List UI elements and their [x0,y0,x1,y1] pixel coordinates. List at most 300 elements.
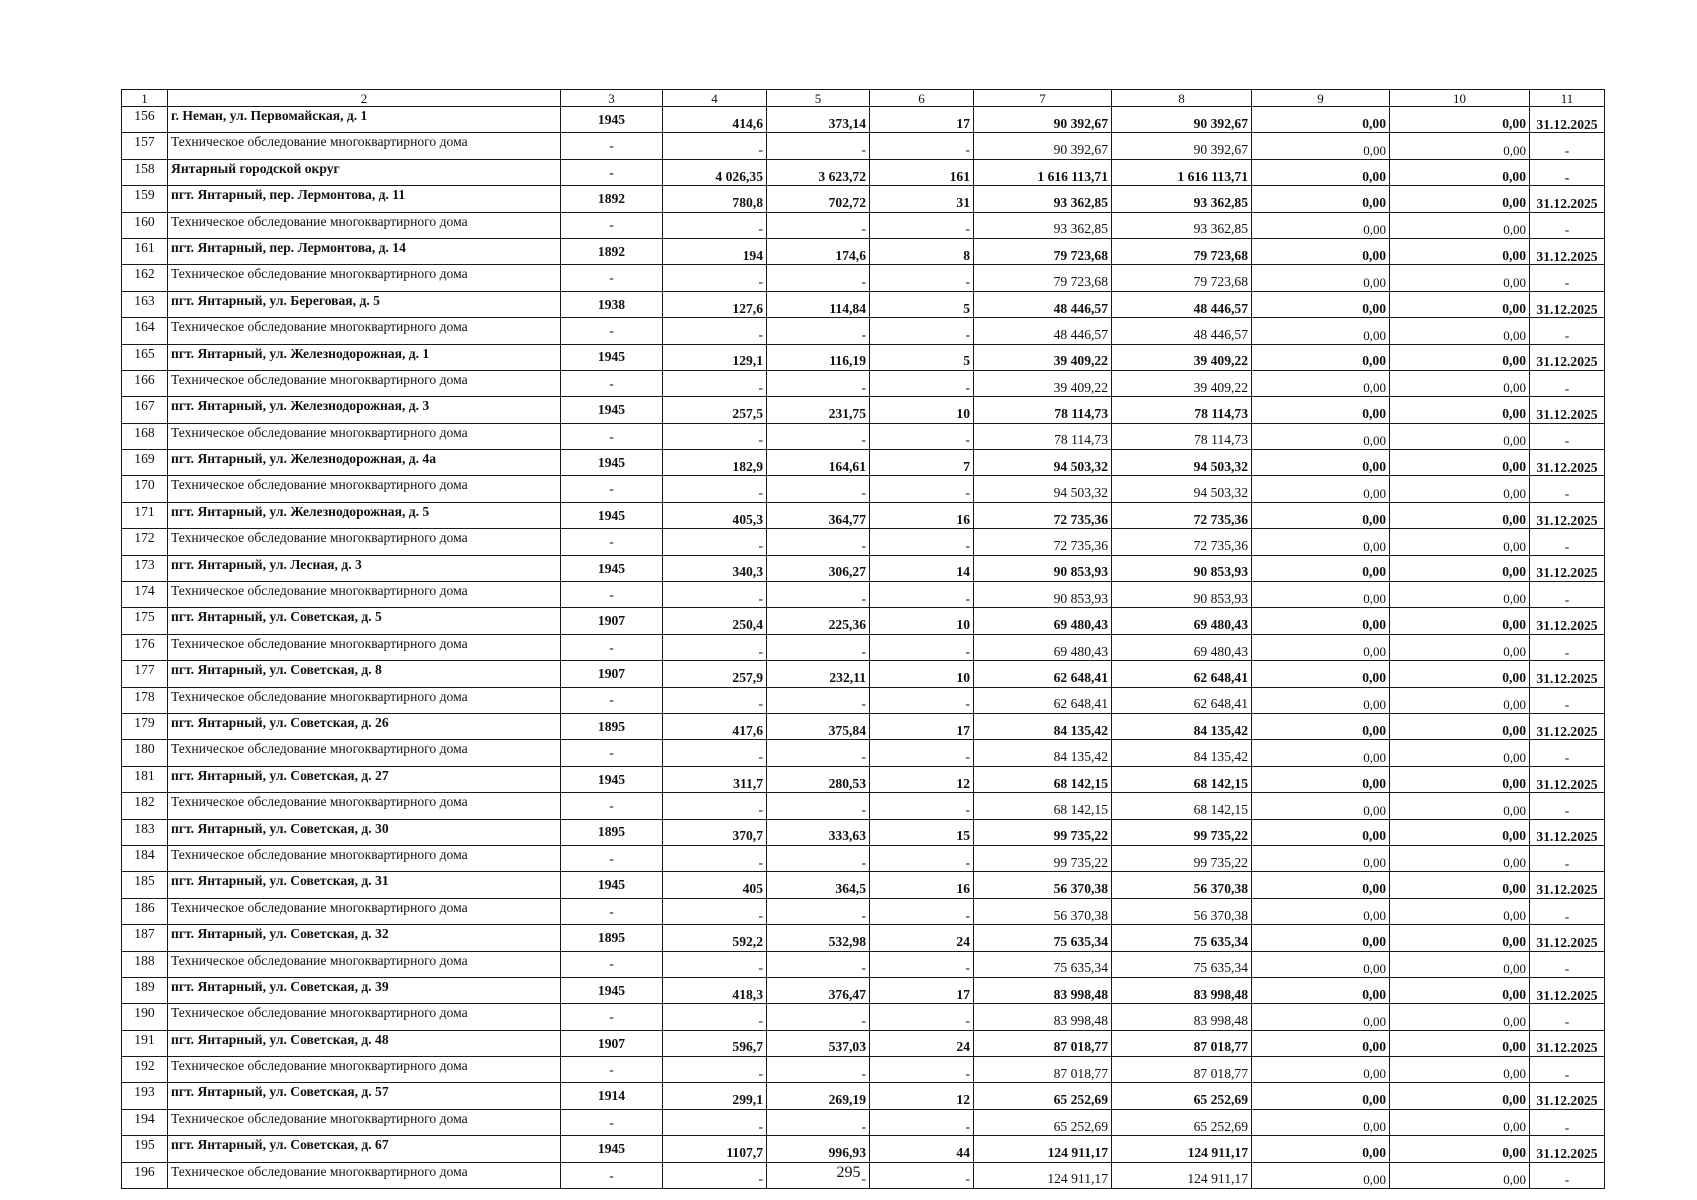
table-row [122,529,1605,555]
cost2-cell: 83 998,48 [1112,1004,1252,1030]
residents-cell: - [870,1162,974,1188]
year-cell: 1895 [561,713,663,739]
residents-cell: - [870,898,974,924]
col10-cell: 0,00 [1390,291,1530,317]
year-cell: - [561,370,663,396]
col10-cell: 0,00 [1390,977,1530,1003]
address-cell: Техническое обследование многоквартирного дома [168,898,561,924]
cost2-cell: 69 480,43 [1112,608,1252,634]
col10-cell: 0,00 [1390,450,1530,476]
area-cell: 1107,7 [663,1136,767,1162]
area2-cell: - [767,133,870,159]
row-number: 163 [122,291,168,317]
year-cell: - [561,582,663,608]
table-row [122,634,1605,660]
address-cell: пгт. Янтарный, ул. Советская, д. 48 [168,1030,561,1056]
area2-cell: - [767,898,870,924]
col10-cell: 0,00 [1390,925,1530,951]
deadline-cell: - [1530,1109,1605,1135]
area2-cell: - [767,793,870,819]
area2-cell: - [767,1109,870,1135]
cost2-cell: 56 370,38 [1112,872,1252,898]
table-row [122,238,1605,264]
address-cell: пгт. Янтарный, ул. Железнодорожная, д. 3 [168,397,561,423]
address-cell: Техническое обследование многоквартирного дома [168,845,561,871]
table-row [122,186,1605,212]
page-number: 295 [836,1164,861,1181]
deadline-cell: 31.12.2025 [1530,555,1605,581]
col9-cell: 0,00 [1252,555,1390,581]
table-row [122,872,1605,898]
row-number: 178 [122,687,168,713]
year-cell: - [561,159,663,185]
year-cell: 1945 [561,450,663,476]
address-cell: Техническое обследование многоквартирного дома [168,476,561,502]
col9-cell: 0,00 [1252,687,1390,713]
area2-cell: 306,27 [767,555,870,581]
cost2-cell: 90 853,93 [1112,555,1252,581]
residents-cell: 12 [870,766,974,792]
cost2-cell: 90 392,67 [1112,107,1252,133]
year-cell: 1945 [561,555,663,581]
cost2-cell: 87 018,77 [1112,1057,1252,1083]
col9-cell: 0,00 [1252,344,1390,370]
year-cell: - [561,423,663,449]
year-cell: - [561,1057,663,1083]
cost-cell: 90 392,67 [974,133,1112,159]
cost2-cell: 48 446,57 [1112,318,1252,344]
cost2-cell: 90 392,67 [1112,133,1252,159]
cost2-cell: 79 723,68 [1112,265,1252,291]
table-row [122,925,1605,951]
table-row [122,1136,1605,1162]
residents-cell: - [870,687,974,713]
deadline-cell: 31.12.2025 [1530,1083,1605,1109]
residents-cell: 14 [870,555,974,581]
row-number: 192 [122,1057,168,1083]
area2-cell: 364,5 [767,872,870,898]
year-cell: - [561,133,663,159]
area2-cell: - [767,265,870,291]
table-row [122,713,1605,739]
address-cell: Техническое обследование многоквартирного дома [168,1004,561,1030]
area-cell: 405 [663,872,767,898]
cost-cell: 90 392,67 [974,107,1112,133]
area2-cell: 373,14 [767,107,870,133]
cost-cell: 56 370,38 [974,872,1112,898]
cost-cell: 94 503,32 [974,450,1112,476]
col10-cell: 0,00 [1390,1057,1530,1083]
area-cell: - [663,1057,767,1083]
table-row [122,265,1605,291]
address-cell: Техническое обследование многоквартирного дома [168,582,561,608]
residents-cell: 17 [870,977,974,1003]
cost2-cell: 68 142,15 [1112,793,1252,819]
address-cell: г. Неман, ул. Первомайская, д. 1 [168,107,561,133]
residents-cell: 24 [870,1030,974,1056]
deadline-cell: 31.12.2025 [1530,397,1605,423]
residents-cell: - [870,1057,974,1083]
cost-cell: 69 480,43 [974,608,1112,634]
row-number: 188 [122,951,168,977]
col10-cell: 0,00 [1390,766,1530,792]
row-number: 194 [122,1109,168,1135]
deadline-cell: 31.12.2025 [1530,344,1605,370]
area2-cell: 333,63 [767,819,870,845]
residents-cell: - [870,1004,974,1030]
cost2-cell: 124 911,17 [1112,1162,1252,1188]
year-cell: - [561,845,663,871]
area2-cell: - [767,634,870,660]
row-number: 184 [122,845,168,871]
residents-cell: 10 [870,608,974,634]
row-number: 189 [122,977,168,1003]
row-number: 195 [122,1136,168,1162]
year-cell: 1938 [561,291,663,317]
cost-cell: 62 648,41 [974,687,1112,713]
address-cell: Техническое обследование многоквартирного дома [168,318,561,344]
address-cell: пгт. Янтарный, ул. Советская, д. 5 [168,608,561,634]
address-cell: Техническое обследование многоквартирного дома [168,1162,561,1188]
col10-cell: 0,00 [1390,133,1530,159]
address-cell: Техническое обследование многоквартирного дома [168,687,561,713]
col9-cell: 0,00 [1252,318,1390,344]
col10-cell: 0,00 [1390,397,1530,423]
address-cell: Техническое обследование многоквартирного дома [168,634,561,660]
col10-cell: 0,00 [1390,608,1530,634]
area-cell: - [663,1109,767,1135]
row-number: 182 [122,793,168,819]
cost2-cell: 79 723,68 [1112,238,1252,264]
row-number: 161 [122,238,168,264]
col9-cell: 0,00 [1252,1030,1390,1056]
deadline-cell: - [1530,529,1605,555]
row-number: 187 [122,925,168,951]
table-row [122,951,1605,977]
deadline-cell: - [1530,265,1605,291]
residents-cell: 16 [870,872,974,898]
residents-cell: 17 [870,107,974,133]
cost2-cell: 93 362,85 [1112,186,1252,212]
year-cell: - [561,687,663,713]
cost2-cell: 99 735,22 [1112,819,1252,845]
row-number: 181 [122,766,168,792]
area-cell: - [663,793,767,819]
cost-cell: 124 911,17 [974,1136,1112,1162]
deadline-cell: 31.12.2025 [1530,1030,1605,1056]
row-number: 165 [122,344,168,370]
year-cell: 1907 [561,608,663,634]
table-row [122,107,1605,133]
col-header: 5 [767,90,870,107]
col10-cell: 0,00 [1390,1136,1530,1162]
cost-cell: 65 252,69 [974,1083,1112,1109]
cost2-cell: 84 135,42 [1112,713,1252,739]
row-number: 191 [122,1030,168,1056]
cost-cell: 87 018,77 [974,1057,1112,1083]
cost-cell: 56 370,38 [974,898,1112,924]
cost-cell: 68 142,15 [974,766,1112,792]
cost2-cell: 65 252,69 [1112,1109,1252,1135]
cost-cell: 39 409,22 [974,370,1112,396]
row-number: 159 [122,186,168,212]
address-cell: пгт. Янтарный, ул. Советская, д. 39 [168,977,561,1003]
year-cell: 1945 [561,872,663,898]
cost2-cell: 72 735,36 [1112,529,1252,555]
address-cell: пгт. Янтарный, ул. Советская, д. 67 [168,1136,561,1162]
col9-cell: 0,00 [1252,977,1390,1003]
year-cell: - [561,529,663,555]
cost2-cell: 90 853,93 [1112,582,1252,608]
col9-cell: 0,00 [1252,740,1390,766]
row-number: 174 [122,582,168,608]
table-row [122,608,1605,634]
col9-cell: 0,00 [1252,450,1390,476]
cost-cell: 90 853,93 [974,582,1112,608]
address-cell: пгт. Янтарный, ул. Береговая, д. 5 [168,291,561,317]
residents-cell: 5 [870,344,974,370]
cost2-cell: 94 503,32 [1112,450,1252,476]
row-number: 167 [122,397,168,423]
row-number: 157 [122,133,168,159]
row-number: 177 [122,661,168,687]
cost-cell: 48 446,57 [974,318,1112,344]
table-row [122,397,1605,423]
cost-cell: 87 018,77 [974,1030,1112,1056]
address-cell: Техническое обследование многоквартирного дома [168,529,561,555]
table-row [122,1109,1605,1135]
col9-cell: 0,00 [1252,766,1390,792]
col9-cell: 0,00 [1252,951,1390,977]
area-cell: - [663,1004,767,1030]
area-cell: - [663,212,767,238]
col10-cell: 0,00 [1390,265,1530,291]
area2-cell: 174,6 [767,238,870,264]
residents-cell: - [870,212,974,238]
col10-cell: 0,00 [1390,819,1530,845]
row-number: 169 [122,450,168,476]
deadline-cell: - [1530,634,1605,660]
row-number: 172 [122,529,168,555]
col9-cell: 0,00 [1252,265,1390,291]
col10-cell: 0,00 [1390,476,1530,502]
residents-cell: 15 [870,819,974,845]
table-row [122,291,1605,317]
row-number: 175 [122,608,168,634]
area2-cell: - [767,476,870,502]
cost2-cell: 1 616 113,71 [1112,159,1252,185]
deadline-cell: - [1530,370,1605,396]
cost2-cell: 65 252,69 [1112,1083,1252,1109]
residents-cell: - [870,370,974,396]
year-cell: 1945 [561,107,663,133]
year-cell: 1892 [561,238,663,264]
table-row [122,370,1605,396]
area2-cell: 702,72 [767,186,870,212]
col10-cell: 0,00 [1390,1004,1530,1030]
table-row [122,133,1605,159]
table-row [122,1030,1605,1056]
area2-cell: - [767,845,870,871]
cost-cell: 84 135,42 [974,740,1112,766]
area2-cell: 537,03 [767,1030,870,1056]
area-cell: - [663,318,767,344]
col10-cell: 0,00 [1390,344,1530,370]
table-row [122,819,1605,845]
col9-cell: 0,00 [1252,502,1390,528]
area2-cell: 532,98 [767,925,870,951]
header-row [122,90,1605,107]
table-row [122,977,1605,1003]
deadline-cell: 31.12.2025 [1530,608,1605,634]
deadline-cell: 31.12.2025 [1530,766,1605,792]
table-row [122,898,1605,924]
cost-cell: 62 648,41 [974,661,1112,687]
cost-cell: 65 252,69 [974,1109,1112,1135]
cost-cell: 99 735,22 [974,845,1112,871]
cost-cell: 78 114,73 [974,423,1112,449]
cost-cell: 68 142,15 [974,793,1112,819]
year-cell: 1892 [561,186,663,212]
deadline-cell: - [1530,212,1605,238]
residents-cell: 10 [870,397,974,423]
year-cell: - [561,265,663,291]
col-header: 3 [561,90,663,107]
area-cell: 592,2 [663,925,767,951]
col9-cell: 0,00 [1252,819,1390,845]
cost2-cell: 68 142,15 [1112,766,1252,792]
col9-cell: 0,00 [1252,1083,1390,1109]
address-cell: Техническое обследование многоквартирного дома [168,212,561,238]
area2-cell: 280,53 [767,766,870,792]
col-header: 1 [122,90,168,107]
cost2-cell: 62 648,41 [1112,661,1252,687]
data-table [121,89,1605,1189]
table-row [122,159,1605,185]
residents-cell: - [870,634,974,660]
table-row [122,845,1605,871]
address-cell: пгт. Янтарный, ул. Советская, д. 27 [168,766,561,792]
deadline-cell: - [1530,133,1605,159]
area-cell: 405,3 [663,502,767,528]
residents-cell: 8 [870,238,974,264]
row-number: 164 [122,318,168,344]
row-number: 196 [122,1162,168,1188]
col10-cell: 0,00 [1390,238,1530,264]
cost2-cell: 48 446,57 [1112,291,1252,317]
area2-cell: - [767,951,870,977]
area-cell: 257,5 [663,397,767,423]
col-header: 2 [168,90,561,107]
year-cell: 1945 [561,766,663,792]
table-row [122,318,1605,344]
table-row [122,1004,1605,1030]
cost-cell: 48 446,57 [974,291,1112,317]
year-cell: 1945 [561,397,663,423]
residents-cell: 12 [870,1083,974,1109]
cost2-cell: 56 370,38 [1112,898,1252,924]
residents-cell: - [870,951,974,977]
cost-cell: 90 853,93 [974,555,1112,581]
area2-cell: 375,84 [767,713,870,739]
address-cell: пгт. Янтарный, пер. Лермонтова, д. 14 [168,238,561,264]
cost2-cell: 94 503,32 [1112,476,1252,502]
area-cell: 299,1 [663,1083,767,1109]
area2-cell: - [767,318,870,344]
row-number: 185 [122,872,168,898]
deadline-cell: - [1530,740,1605,766]
col10-cell: 0,00 [1390,898,1530,924]
year-cell: 1895 [561,925,663,951]
address-cell: Техническое обследование многоквартирного дома [168,1057,561,1083]
area-cell: 257,9 [663,661,767,687]
year-cell: - [561,793,663,819]
col10-cell: 0,00 [1390,634,1530,660]
col10-cell: 0,00 [1390,713,1530,739]
area2-cell: - [767,212,870,238]
row-number: 176 [122,634,168,660]
area2-cell: - [767,1004,870,1030]
year-cell: - [561,898,663,924]
area2-cell: 232,11 [767,661,870,687]
cost-cell: 94 503,32 [974,476,1112,502]
residents-cell: 24 [870,925,974,951]
cost-cell: 1 616 113,71 [974,159,1112,185]
col9-cell: 0,00 [1252,1109,1390,1135]
cost2-cell: 93 362,85 [1112,212,1252,238]
col10-cell: 0,00 [1390,423,1530,449]
year-cell: - [561,476,663,502]
year-cell: - [561,1162,663,1188]
cost2-cell: 78 114,73 [1112,397,1252,423]
table-row [122,450,1605,476]
col10-cell: 0,00 [1390,107,1530,133]
area-cell: - [663,845,767,871]
year-cell: - [561,1004,663,1030]
table-row [122,687,1605,713]
residents-cell: 161 [870,159,974,185]
table-body [122,90,1605,1189]
year-cell: - [561,212,663,238]
cost-cell: 124 911,17 [974,1162,1112,1188]
address-cell: пгт. Янтарный, ул. Советская, д. 30 [168,819,561,845]
deadline-cell: - [1530,951,1605,977]
col9-cell: 0,00 [1252,476,1390,502]
year-cell: - [561,634,663,660]
deadline-cell: 31.12.2025 [1530,977,1605,1003]
address-cell: пгт. Янтарный, пер. Лермонтова, д. 11 [168,186,561,212]
col-header: 6 [870,90,974,107]
col9-cell: 0,00 [1252,1136,1390,1162]
residents-cell: 17 [870,713,974,739]
col9-cell: 0,00 [1252,1162,1390,1188]
row-number: 170 [122,476,168,502]
col9-cell: 0,00 [1252,397,1390,423]
row-number: 173 [122,555,168,581]
col9-cell: 0,00 [1252,107,1390,133]
col9-cell: 0,00 [1252,186,1390,212]
deadline-cell: 31.12.2025 [1530,107,1605,133]
col9-cell: 0,00 [1252,634,1390,660]
row-number: 190 [122,1004,168,1030]
address-cell: Техническое обследование многоквартирного дома [168,740,561,766]
deadline-cell: 31.12.2025 [1530,186,1605,212]
row-number: 156 [122,107,168,133]
cost2-cell: 39 409,22 [1112,344,1252,370]
row-number: 171 [122,502,168,528]
cost2-cell: 62 648,41 [1112,687,1252,713]
area-cell: - [663,634,767,660]
